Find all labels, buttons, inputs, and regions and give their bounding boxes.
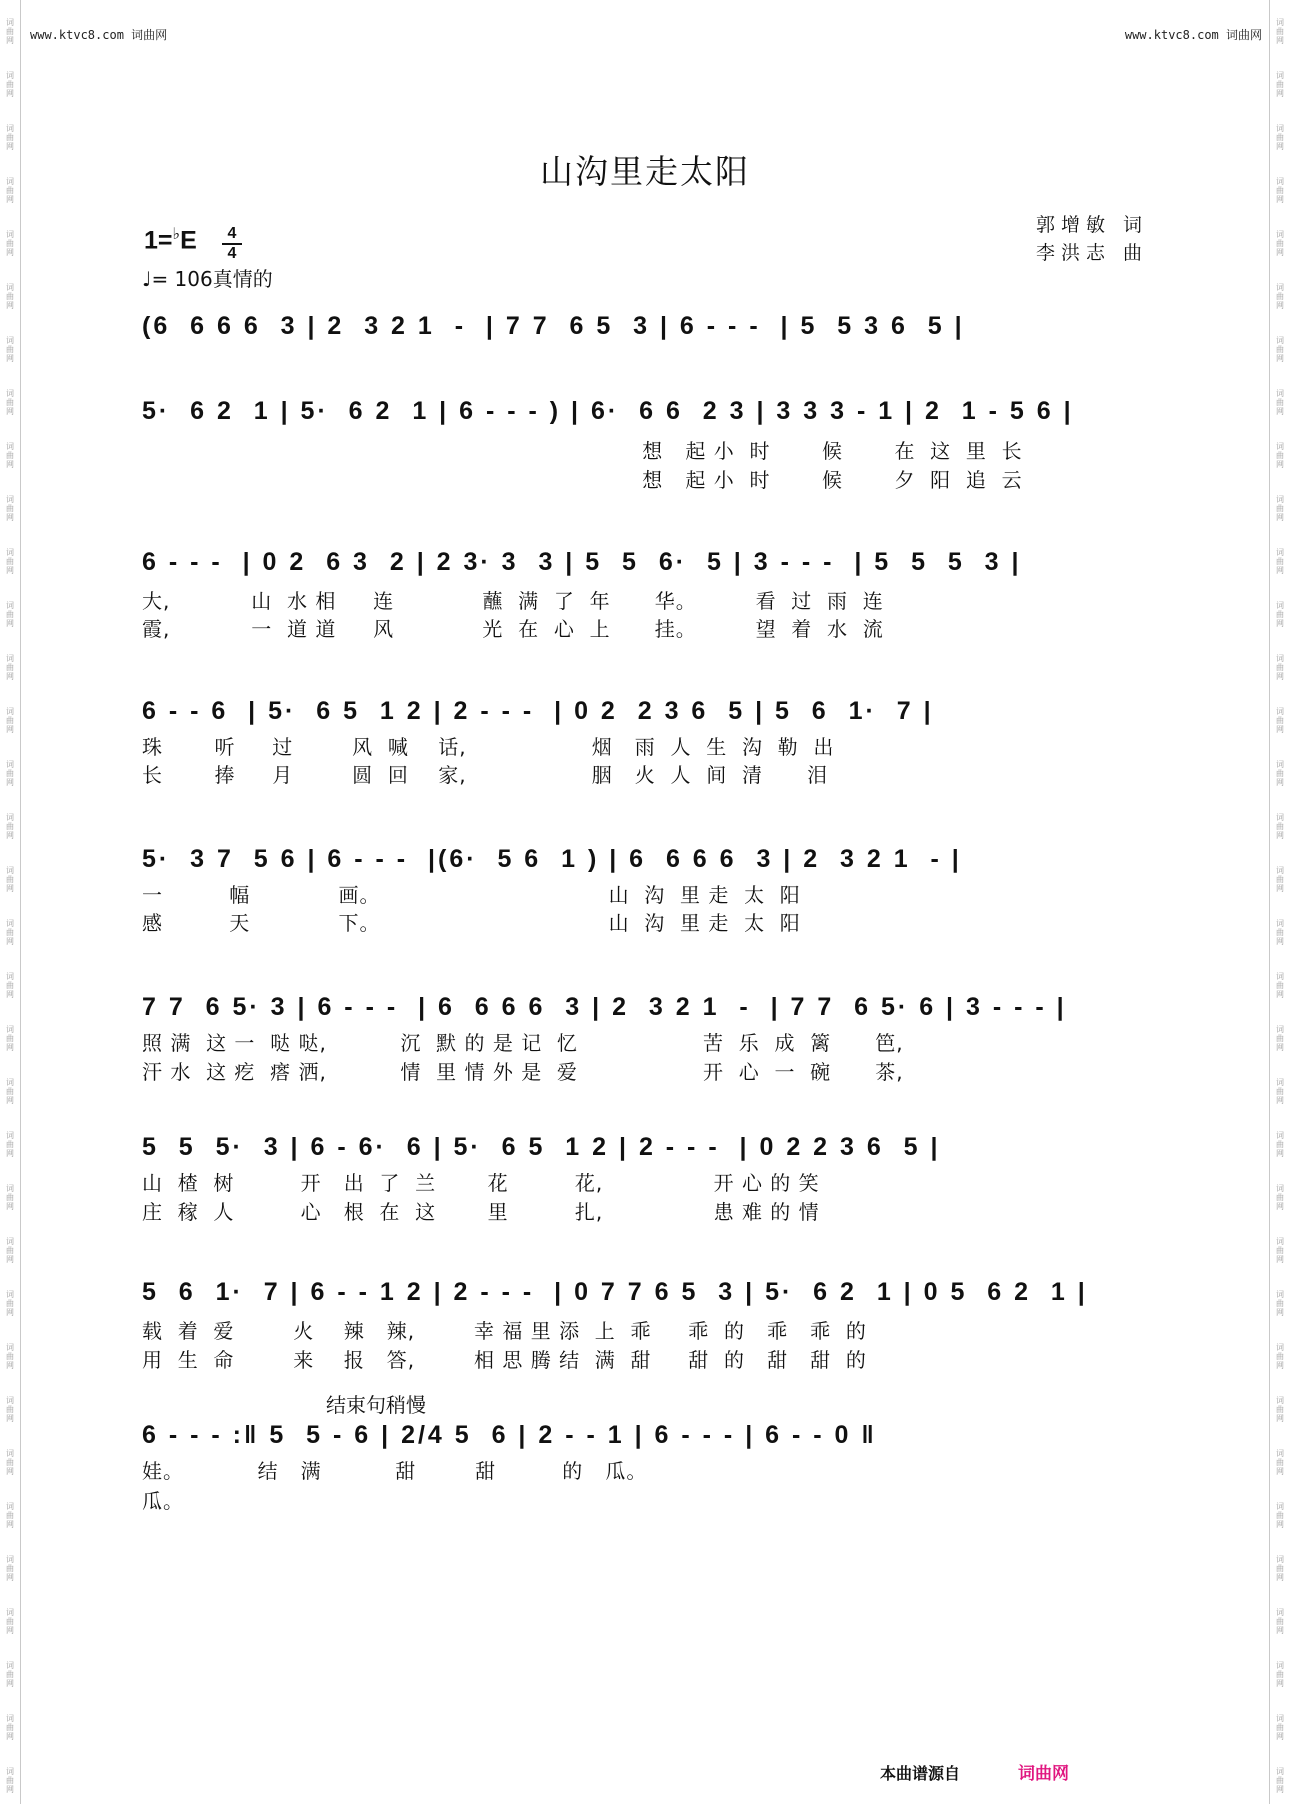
source-brand-link[interactable]: 词曲网 bbox=[1018, 1764, 1070, 1784]
watermark-stamp: 词 曲 网 bbox=[6, 389, 14, 416]
watermark-stamp: 词 曲 网 bbox=[1276, 1078, 1284, 1105]
watermark-stamp: 词 曲 网 bbox=[1276, 813, 1284, 840]
watermark-stamp: 词 曲 网 bbox=[6, 336, 14, 363]
watermark-stamp: 词 曲 网 bbox=[1276, 654, 1284, 681]
watermark-stamp: 词 曲 网 bbox=[6, 124, 14, 151]
watermark-stamp: 词 曲 网 bbox=[6, 654, 14, 681]
watermark-stamp: 词 曲 网 bbox=[6, 866, 14, 893]
watermark-stamp: 词 曲 网 bbox=[1276, 972, 1284, 999]
watermark-stamp: 词 曲 网 bbox=[1276, 1025, 1284, 1052]
watermark-stamp: 词 曲 网 bbox=[6, 177, 14, 204]
quarter-note-icon: ♩ bbox=[142, 267, 152, 291]
watermark-stamp: 词 曲 网 bbox=[1276, 18, 1284, 45]
flat-sign: ♭ bbox=[172, 226, 181, 243]
watermark-stamp: 词 曲 网 bbox=[1276, 389, 1284, 416]
watermark-stamp: 词 曲 网 bbox=[6, 71, 14, 98]
lyrics-verse2-line-6: 汗 水 这 疙 瘩 洒, 情 里 情 外 是 爱 开 心 一 碗 茶, bbox=[142, 1060, 904, 1084]
watermark-stamp: 词 曲 网 bbox=[1276, 866, 1284, 893]
watermark-stamp: 词 曲 网 bbox=[1276, 1184, 1284, 1211]
lyrics-verse2-line-8: 用 生 命 来 报 答, 相 思 腾 结 满 甜 甜 的 甜 甜 的 bbox=[142, 1348, 867, 1372]
watermark-stamp: 词 曲 网 bbox=[6, 1131, 14, 1158]
left-margin-strip bbox=[0, 0, 21, 1804]
lyrics-verse2-line-5: 感 天 下。 山 沟 里 走 太 阳 bbox=[142, 911, 801, 935]
notation-line-2: 5· 6 2 1 | 5· 6 2 1 | 6 - - - ) | 6· 6 6 2 3 | 3 3 3 - 1 | 2 1 - 5 6 | bbox=[142, 397, 1074, 425]
watermark-stamp: 词 曲 网 bbox=[6, 1502, 14, 1529]
watermark-stamp: 词 曲 网 bbox=[1276, 1290, 1284, 1317]
tempo-text: = 106真情的 bbox=[151, 267, 273, 291]
tempo-annotation: 结束句稍慢 bbox=[326, 1393, 426, 1417]
lyrics-verse1-line-6: 照 满 这 一 哒 哒, 沉 默 的 是 记 忆 苦 乐 成 篱 笆, bbox=[142, 1031, 904, 1055]
watermark-stamp: 词 曲 网 bbox=[6, 1396, 14, 1423]
lyrics-verse1-line-5: 一 幅 画。 山 沟 里 走 太 阳 bbox=[142, 883, 801, 907]
time-signature-bottom: 4 bbox=[227, 245, 237, 262]
watermark-stamp: 词 曲 网 bbox=[6, 1555, 14, 1582]
lyrics-verse2-line-4: 长 捧 月 圆 回 家, 胭 火 人 间 清 泪 bbox=[142, 763, 829, 787]
key-prefix: 1= bbox=[144, 226, 173, 255]
watermark-stamp: 词 曲 网 bbox=[1276, 177, 1284, 204]
watermark-stamp: 词 曲 网 bbox=[6, 1025, 14, 1052]
notation-line-8: 5 6 1· 7 | 6 - - 1 2 | 2 - - - | 0 7 7 6 5 3 | 5· 6 2 1 | 0 5 6 2 1 | bbox=[142, 1278, 1088, 1306]
watermark-stamp: 词 曲 网 bbox=[6, 707, 14, 734]
watermark-stamp: 词 曲 网 bbox=[1276, 1555, 1284, 1582]
time-signature-top: 4 bbox=[227, 225, 237, 242]
watermark-stamp: 词 曲 网 bbox=[1276, 1237, 1284, 1264]
source-footer bbox=[880, 1759, 1069, 1784]
watermark-stamp: 词 曲 网 bbox=[1276, 1396, 1284, 1423]
watermark-stamp: 词 曲 网 bbox=[1276, 1343, 1284, 1370]
watermark-stamp: 词 曲 网 bbox=[6, 18, 14, 45]
watermark-stamp: 词 曲 网 bbox=[6, 1661, 14, 1688]
watermark-stamp: 词 曲 网 bbox=[1276, 124, 1284, 151]
notation-line-5: 5· 3 7 5 6 | 6 - - - |(6· 5 6 1 ) | 6 6 6 6 3 | 2 3 2 1 - | bbox=[142, 845, 962, 873]
notation-line-1: (6 6 6 6 3 | 2 3 2 1 - | 7 7 6 5 3 | 6 - - - | 5 5 3 6 5 | bbox=[142, 312, 965, 340]
key-signature bbox=[144, 224, 197, 255]
watermark-stamp: 词 曲 网 bbox=[1276, 548, 1284, 575]
watermark-stamp: 词 曲 网 bbox=[6, 1290, 14, 1317]
notation-line-9: 6 - - - :‖ 5 5 - 6 | 2/4 5 6 | 2 - - 1 | 6 - - - | 6 - - 0 ‖ bbox=[142, 1421, 877, 1449]
lyrics-verse2-line-3: 霞, 一 道 道 风 光 在 心 上 挂。 望 着 水 流 bbox=[142, 617, 884, 641]
watermark-stamp: 词 曲 网 bbox=[1276, 760, 1284, 787]
watermark-stamp: 词 曲 网 bbox=[6, 1714, 14, 1741]
tempo-marking bbox=[142, 263, 273, 292]
lyrics-verse1-line-7: 山 楂 树 开 出 了 兰 花 花, 开 心 的 笑 bbox=[142, 1171, 820, 1195]
notation-line-6: 7 7 6 5· 3 | 6 - - - | 6 6 6 6 3 | 2 3 2 1 - | 7 7 6 5· 6 | 3 - - - | bbox=[142, 993, 1067, 1021]
lyrics-verse1-line-3: 大, 山 水 相 连 蘸 满 了 年 华。 看 过 雨 连 bbox=[142, 589, 884, 613]
watermark-stamp: 词 曲 网 bbox=[1276, 1502, 1284, 1529]
watermark-stamp: 词 曲 网 bbox=[1276, 71, 1284, 98]
lyrics-verse2-line-7: 庄 稼 人 心 根 在 这 里 扎, 患 难 的 情 bbox=[142, 1200, 820, 1224]
watermark-stamp: 词 曲 网 bbox=[6, 1449, 14, 1476]
lyrics-verse2-line-2: 想 起 小 时 候 夕 阳 追 云 bbox=[142, 468, 1023, 492]
lyrics-verse1-line-2: 想 起 小 时 候 在 这 里 长 bbox=[142, 439, 1023, 463]
watermark-stamp: 词 曲 网 bbox=[6, 919, 14, 946]
watermark-stamp: 词 曲 网 bbox=[6, 230, 14, 257]
source-label: 本曲谱源自 bbox=[880, 1764, 961, 1783]
lyricist-credit: 郭增敏 词 bbox=[1036, 214, 1149, 236]
watermark-stamp: 词 曲 网 bbox=[6, 1608, 14, 1635]
right-margin-strip bbox=[1269, 0, 1290, 1804]
watermark-stamp: 词 曲 网 bbox=[6, 972, 14, 999]
watermark-stamp: 词 曲 网 bbox=[1276, 707, 1284, 734]
watermark-stamp: 词 曲 网 bbox=[6, 601, 14, 628]
watermark-stamp: 词 曲 网 bbox=[1276, 1661, 1284, 1688]
lyrics-verse1-line-4: 珠 听 过 风 喊 话, 烟 雨 人 生 沟 勒 出 bbox=[142, 735, 835, 759]
watermark-stamp: 词 曲 网 bbox=[6, 1078, 14, 1105]
watermark-stamp: 词 曲 网 bbox=[1276, 1767, 1284, 1794]
lyrics-verse1-line-9: 娃。 结 满 甜 甜 的 瓜。 bbox=[142, 1459, 648, 1483]
watermark-stamp: 词 曲 网 bbox=[6, 1184, 14, 1211]
watermark-stamp: 词 曲 网 bbox=[1276, 919, 1284, 946]
watermark-stamp: 词 曲 网 bbox=[1276, 1131, 1284, 1158]
lyrics-verse2-line-9: 瓜。 bbox=[142, 1489, 184, 1513]
watermark-stamp: 词 曲 网 bbox=[6, 760, 14, 787]
watermark-stamp: 词 曲 网 bbox=[1276, 601, 1284, 628]
watermark-stamp: 词 曲 网 bbox=[1276, 1714, 1284, 1741]
composer-credit: 李洪志 曲 bbox=[1036, 242, 1149, 264]
time-signature bbox=[222, 226, 242, 262]
lyrics-verse1-line-8: 载 着 爱 火 辣 辣, 幸 福 里 添 上 乖 乖 的 乖 乖 的 bbox=[142, 1319, 867, 1343]
watermark-stamp: 词 曲 网 bbox=[6, 1237, 14, 1264]
watermark-stamp: 词 曲 网 bbox=[1276, 495, 1284, 522]
watermark-stamp: 词 曲 网 bbox=[6, 1343, 14, 1370]
watermark-stamp: 词 曲 网 bbox=[6, 495, 14, 522]
watermark-stamp: 词 曲 网 bbox=[6, 813, 14, 840]
watermark-stamp: 词 曲 网 bbox=[1276, 1449, 1284, 1476]
watermark-stamp: 词 曲 网 bbox=[1276, 230, 1284, 257]
notation-line-3: 6 - - - | 0 2 6 3 2 | 2 3· 3 3 | 5 5 6· 5 | 3 - - - | 5 5 5 3 | bbox=[142, 548, 1022, 576]
site-url-right[interactable]: www.ktvc8.com 词曲网 bbox=[1124, 28, 1262, 42]
watermark-stamp: 词 曲 网 bbox=[1276, 1608, 1284, 1635]
notation-line-7: 5 5 5· 3 | 6 - 6· 6 | 5· 6 5 1 2 | 2 - - - | 0 2 2 3 6 5 | bbox=[142, 1133, 941, 1161]
watermark-stamp: 词 曲 网 bbox=[6, 442, 14, 469]
watermark-stamp: 词 曲 网 bbox=[1276, 336, 1284, 363]
watermark-stamp: 词 曲 网 bbox=[6, 1767, 14, 1794]
watermark-stamp: 词 曲 网 bbox=[6, 283, 14, 310]
song-title: 山沟里走太阳 bbox=[540, 152, 750, 191]
key-note: E bbox=[180, 226, 197, 255]
watermark-stamp: 词 曲 网 bbox=[6, 548, 14, 575]
watermark-stamp: 词 曲 网 bbox=[1276, 283, 1284, 310]
site-url-left[interactable]: www.ktvc8.com 词曲网 bbox=[30, 28, 168, 42]
notation-line-4: 6 - - 6 | 5· 6 5 1 2 | 2 - - - | 0 2 2 3 6 5 | 5 6 1· 7 | bbox=[142, 697, 934, 725]
watermark-stamp: 词 曲 网 bbox=[1276, 442, 1284, 469]
